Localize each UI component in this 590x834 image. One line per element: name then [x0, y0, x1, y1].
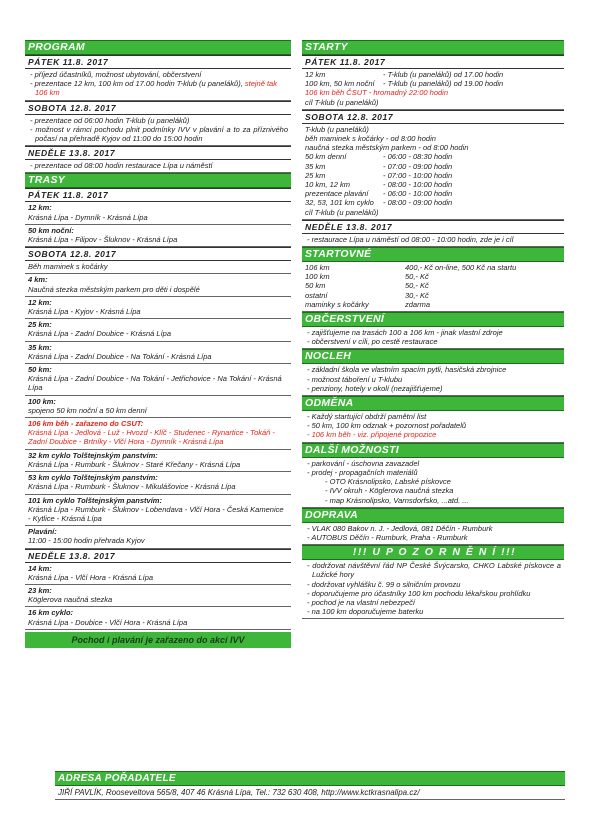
run-106-name: 106 km běh - zařazeno do CSUT:	[28, 419, 144, 429]
nocleh-item: - základní škola ve vlastním spacím pytli, hasičská zbrojnice	[305, 365, 561, 374]
route-name: 23 km:	[28, 585, 52, 595]
route-name: Plavání:	[28, 527, 57, 537]
trasy-friday-list	[25, 202, 291, 247]
program-friday-box	[25, 69, 291, 101]
organizer-heading: ADRESA POŘADATELE	[55, 771, 565, 786]
program-saturday-item: - možnost v rámci pochodu plnit podmínky IVV v plavání a to za příznivého počasí na přehradě Kyjov od 11:00 do 15:00 hodin	[28, 125, 288, 143]
fee-label: 100 km	[305, 272, 330, 282]
start-value: - 08:00 - 10:00 hodin	[383, 180, 453, 190]
starty-saturday-intro: naučná stezka městským parkem - od 8:00 hodin	[305, 143, 469, 153]
program-saturday-box	[25, 115, 291, 147]
route-item	[25, 364, 291, 396]
route-route: spojeno 50 km noční a 50 km denní	[28, 405, 147, 415]
fee-label: 106 km	[305, 263, 330, 273]
doprava-heading: DOPRAVA	[302, 508, 564, 523]
route-name: 12 km:	[28, 203, 52, 213]
trasy-sunday-list	[25, 563, 291, 630]
odmena-item: - Každý startující obdrží pamětní list	[305, 412, 561, 421]
odmena-item-red: - 106 km běh - viz. připojené propozice	[305, 430, 561, 439]
trasy-saturday-intro-box	[25, 261, 291, 274]
right-column	[302, 40, 564, 619]
trasy-saturday-intro: Běh maminek s kočárky	[28, 262, 108, 272]
start-label: 35 km	[305, 161, 326, 171]
odmena-heading: ODMĚNA	[302, 396, 564, 411]
fee-value: zdarma	[405, 299, 431, 309]
route-name: 101 km cyklo Tolštejnským panstvím:	[28, 495, 162, 505]
start-label: 32, 53, 101 km cyklo	[305, 198, 374, 208]
fee-value: 400,- Kč on-line, 500 Kč na startu	[405, 263, 517, 273]
route-item	[25, 526, 291, 548]
route-route: Krásná Lípa - Rumburk - Šluknov - Lobendava - Vlčí Hora - Česká Kamenice - Kytlice - Krásná Lípa	[28, 504, 284, 523]
route-item	[25, 274, 291, 296]
obcerstveni-item: - zajišťujeme na trasách 100 a 106 km - jinak vlastní zdroje	[305, 328, 561, 337]
route-item	[25, 396, 291, 418]
organizer-address: JIŘÍ PAVLÍK, Rooseveltova 565/8, 407 46 Krásná Lípa, Tel.: 732 630 408, http://www.kctkrasnalipa.cz/	[55, 786, 565, 800]
trasy-sunday-heading: NEDĚLE 13.8. 2017	[25, 549, 291, 563]
startovne-heading: STARTOVNÉ	[302, 247, 564, 262]
start-row	[305, 180, 561, 189]
start-row	[305, 152, 561, 161]
route-item	[25, 319, 291, 341]
fee-value: 50,- Kč	[405, 272, 429, 282]
starty-saturday-heading: SOBOTA 12.8. 2017	[302, 110, 564, 124]
route-name: 12 km:	[28, 297, 52, 307]
route-item	[25, 450, 291, 472]
starty-friday-finish: cíl T-klub (u paneláků)	[305, 97, 379, 107]
route-name: 32 km cyklo Tolštejnským panstvím:	[28, 450, 158, 460]
start-value: - 06:00 - 08:30 hodin	[383, 152, 453, 162]
program-sunday-box	[25, 160, 291, 173]
startovne-table	[302, 262, 564, 312]
route-name: 50 km:	[28, 365, 52, 375]
route-name: 14 km:	[28, 563, 52, 573]
start-row	[305, 171, 561, 180]
nocleh-item: - možnost táboření u T-klubu	[305, 375, 561, 384]
start-label: 50 km denní	[305, 152, 347, 162]
start-value: - 07:00 - 09:00 hodin	[383, 161, 453, 171]
starty-friday-red: 106 km běh ČSUT - hromadný 22:00 hodin	[305, 88, 448, 98]
upozorneni-item: - dodržovat návštěvní řád NP České Švýcarsko, CHKO Labské pískovce a Lužické hory	[305, 561, 561, 579]
doprava-box	[302, 523, 564, 545]
program-friday-heading: PÁTEK 11.8. 2017	[25, 55, 291, 69]
obcerstveni-heading: OBČERSTVENÍ	[302, 312, 564, 327]
starty-saturday-box	[302, 124, 564, 220]
program-heading: PROGRAM	[25, 40, 291, 55]
route-route: Krásná Lípa - Filipov - Šluknov - Krásná Lípa	[28, 235, 178, 245]
route-item	[25, 342, 291, 364]
moznosti-heading: DALŠÍ MOŽNOSTI	[302, 443, 564, 458]
upozorneni-item: - dodržovat vyhlášku č. 99 o silničním provozu	[305, 580, 561, 589]
fee-label: 50 km	[305, 281, 326, 291]
route-name: 35 km:	[28, 342, 52, 352]
start-row	[305, 70, 561, 79]
program-saturday-item: - prezentace od 06:00 hodin T-klub (u paneláků)	[28, 116, 288, 125]
fee-row	[305, 281, 561, 290]
moznosti-subitem: - IVV okruh - Köglerova naučná stezka	[305, 486, 561, 495]
starty-heading: STARTY	[302, 40, 564, 55]
route-route: 11:00 - 15:00 hodin přehrada Kyjov	[28, 536, 145, 546]
start-label: 100 km, 50 km noční	[305, 79, 375, 89]
obcerstveni-box	[302, 327, 564, 349]
start-value: - 06:00 - 10:00 hodin	[383, 189, 453, 199]
fee-row	[305, 263, 561, 272]
route-route: Krásná Lípa - Zadní Doubice - Krásná Lípa	[28, 329, 171, 339]
moznosti-item: - parkování - úschovna zavazadel	[305, 459, 561, 468]
trasy-saturday-list	[25, 274, 291, 418]
fee-value: 30,- Kč	[405, 290, 429, 300]
moznosti-subitem: - map Krásnolipsko, Varnsdorfsko, ...atd. ...	[305, 496, 561, 505]
starty-sunday-box	[302, 234, 564, 247]
left-column	[25, 40, 291, 648]
program-sunday-item: - prezentace od 08:00 hodin restaurace Lípa u náměstí	[28, 161, 288, 170]
trasy-saturday-cyklo-list	[25, 450, 291, 549]
route-name: 100 km:	[28, 396, 56, 406]
upozorneni-item: - na 100 km doporučujeme baterku	[305, 607, 561, 616]
route-item	[25, 495, 291, 527]
run-106-route: Krásná Lípa - Jedlová - Luž - Hvozd - Klíč - Studenec - Rynartice - Tokáň - Zadní Doubice - Brtníky - Vlčí Hora - Dymník - Krásná Lípa	[28, 428, 275, 447]
route-name: 4 km:	[28, 275, 48, 285]
starty-saturday-finish: cíl T-klub (u paneláků)	[305, 207, 379, 217]
fee-row	[305, 272, 561, 281]
route-route: Krásná Lípa - Doubice - Vlčí Hora - Krásná Lípa	[28, 617, 188, 627]
moznosti-item: - prodej - propagačních materiálů	[305, 468, 561, 477]
moznosti-box	[302, 458, 564, 508]
doprava-item: - VLAK 080 Bakov n. J. - Jedlová, 081 Děčín - Rumburk	[305, 524, 561, 533]
route-item	[25, 607, 291, 629]
starty-saturday-intro: běh maminek s kočárky - od 8:00 hodin	[305, 134, 436, 144]
route-route: Krásná Lípa - Rumburk - Šluknov - Staré Křečany - Krásná Lípa	[28, 459, 241, 469]
route-route: Krásná Lípa - Zadní Doubice - Na Tokání - Jetřichovice - Na Tokání - Krásná Lípa	[28, 374, 282, 393]
trasy-saturday-heading: SOBOTA 12.8. 2017	[25, 247, 291, 261]
fee-value: 50,- Kč	[405, 281, 429, 291]
start-label: 10 km, 12 km	[305, 180, 351, 190]
fee-row	[305, 300, 561, 309]
odmena-box	[302, 411, 564, 443]
route-item	[25, 585, 291, 607]
ivv-banner: Pochod i plavání je zařazeno do akcí IVV	[25, 632, 291, 648]
fee-row	[305, 291, 561, 300]
route-route: Köglerova naučná stezka	[28, 595, 113, 605]
starty-friday-heading: PÁTEK 11.8. 2017	[302, 55, 564, 69]
organizer-footer	[55, 771, 565, 800]
trasy-friday-heading: PÁTEK 11.8. 2017	[25, 188, 291, 202]
program-friday-item: - příjezd účastníků, možnost ubytování, občerstvení	[28, 70, 288, 79]
route-route: Krásná Lípa - Rumburk - Šluknov - Mikulášovice - Krásná Lípa	[28, 482, 236, 492]
starty-sunday-item: - restaurace Lípa u náměstí od 08:00 - 10:00 hodin, zde je i cíl	[305, 235, 561, 244]
route-item	[25, 225, 291, 247]
route-name: 16 km cyklo:	[28, 608, 74, 618]
trasy-heading: TRASY	[25, 173, 291, 188]
starty-saturday-intro: T-klub (u paneláků)	[305, 124, 369, 134]
route-item	[25, 563, 291, 585]
program-friday-item: - prezentace 12 km, 100 km od 17.00 hodin T-klub (u paneláků), stejně tak 106 km	[28, 79, 288, 97]
program-saturday-heading: SOBOTA 12.8. 2017	[25, 101, 291, 115]
start-label: 25 km	[305, 170, 326, 180]
run-106-box	[25, 418, 291, 450]
nocleh-heading: NOCLEH	[302, 349, 564, 364]
start-row	[305, 79, 561, 88]
start-value: - T-klub (u paneláků) od 19.00 hodin	[383, 79, 504, 89]
obcerstveni-item: - občerstvení v cíli, po cestě restaurace	[305, 337, 561, 346]
route-route: Naučná stezka městským parkem pro děti i dospělé	[28, 284, 200, 294]
upozorneni-heading: !!! U P O Z O R N Ě N Í !!!	[302, 545, 564, 560]
program-sunday-heading: NEDĚLE 13.8. 2017	[25, 146, 291, 160]
route-item	[25, 297, 291, 319]
start-value: - 08:00 - 09:00 hodin	[383, 198, 453, 208]
starty-friday-rows	[305, 70, 561, 88]
upozorneni-item: - doporučujeme pro účastníky 100 km pochodu lékařskou prohlídku	[305, 589, 561, 598]
route-item	[25, 202, 291, 224]
start-row	[305, 162, 561, 171]
fee-label: ostatní	[305, 290, 328, 300]
route-route: Krásná Lípa - Kyjov - Krásná Lípa	[28, 307, 141, 317]
route-route: Krásná Lípa - Dymník - Krásná Lípa	[28, 212, 148, 222]
starty-friday-box	[302, 69, 564, 110]
nocleh-item: - penziony, hotely v okolí (nezajišťujeme)	[305, 384, 561, 393]
odmena-item: - 50 km, 100 km odznak + pozornost pořadatelů	[305, 421, 561, 430]
upozorneni-box	[302, 560, 564, 619]
doprava-item: - AUTOBUS Děčín - Rumburk, Praha - Rumburk	[305, 533, 561, 542]
route-name: 25 km:	[28, 320, 52, 330]
route-route: Krásná Lípa - Vlčí Hora - Krásná Lípa	[28, 572, 154, 582]
route-name: 53 km cyklo Tolštejnským panstvím:	[28, 473, 158, 483]
route-item	[25, 472, 291, 494]
nocleh-box	[302, 364, 564, 396]
moznosti-subitem: - OTO Krásnolipsko, Labské pískovce	[305, 477, 561, 486]
start-row	[305, 198, 561, 207]
route-route: Krásná Lípa - Zadní Doubice - Na Tokání - Krásná Lípa	[28, 351, 212, 361]
fee-label: maminky s kočárky	[305, 299, 369, 309]
start-label: 12 km	[305, 70, 326, 79]
route-name: 50 km noční:	[28, 225, 74, 235]
start-row	[305, 189, 561, 198]
start-label: prezentace plavání	[305, 189, 369, 199]
upozorneni-item: - pochod je na vlastní nebezpečí	[305, 598, 561, 607]
start-value: - T-klub (u paneláků) od 17.00 hodin	[383, 70, 504, 79]
starty-saturday-rows	[305, 152, 561, 207]
start-value: - 07:00 - 10:00 hodin	[383, 170, 453, 180]
starty-sunday-heading: NEDĚLE 13.8. 2017	[302, 220, 564, 234]
